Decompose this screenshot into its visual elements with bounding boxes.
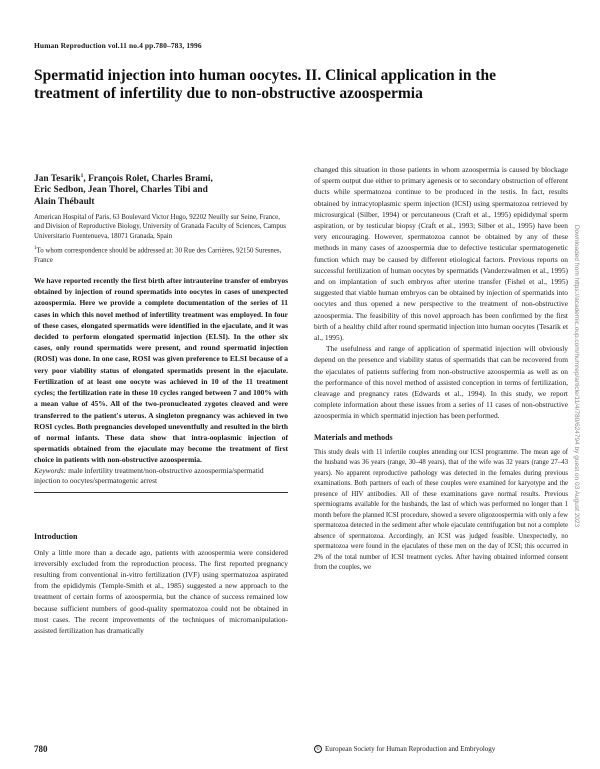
running-head: Human Reproduction vol.11 no.4 pp.780–783, 1996 (34, 41, 202, 50)
copyright-line (314, 745, 495, 753)
introduction-text: Only a little more than a decade ago, patients with azoospermia were considered irreversibly excluded from the reproduction process. The first reported pregnancy resulting from conventional in-vitro fertilization (IVF) using spermatozoa aspirated from the epididymis (Temple-Smith et al., 1985) suggested a new approach to the treatment of certain forms of azoospermia, but the chance of success remained low because sufficient numbers of good-quality spermatozoa could not be obtained in most cases. The recent improvements of the techniques of micromanipulation-assisted fertilization has dramatically (34, 547, 288, 635)
materials-methods-text: This study deals with 11 infertile couples attending our ICSI programme. The mean age of the husband was 36 years (range, 30–48 years), that of the wife was 32 years (range 27–43 years). No apparent reproductive pathology was detected in the females during previous examinations. Both partners of each of these couples were examined for karyotype and the presence of HIV antibodies. All of these examinations gave normal results. Previous spermiograms available for the husbands, the last of which was performed no longer than 1 month before the planned ICSI procedure, showed a severe oligozoospermia with only a few spermatozoa detected in the sediment after whole ejaculate centrifugation but not a complete absence of spermatozoa. Accordingly, an ICSI was judged feasible. Unexpectedly, no spermatozoa were found in the ejaculates of these men on the day of ICSI; this occurred in 2% of the total number of ICSI treatment cycles. After having obtained informed consent from the couples, we (314, 448, 568, 572)
correspondence-note (34, 244, 288, 265)
article-title: Spermatid injection into human oocytes. II. Clinical application in the treatment of infertility due to non-obstructive azoospermia (34, 67, 497, 102)
introduction-heading: Introduction (34, 531, 78, 541)
affiliation: American Hospital of Paris, 63 Boulevard Victor Hugo, 92202 Neuilly sur Seine, France, and Division of Reproductive Biology, University of Granada Faculty of Sciences, Campus Universitario Fuentenueva, 18071 Granada, Spain (34, 213, 286, 240)
author-first: Jan Tesarik (34, 174, 81, 185)
author-line-2: Eric Sedbon, Jean Thorel, Charles Tibi and (34, 185, 208, 196)
abstract-divider (34, 492, 288, 493)
copyright-icon: © (315, 746, 321, 753)
abstract: We have reported recently the first birth after intrauterine transfer of embryos obtained by injection of round spermatids into oocytes in cases of unexpected azoospermia. Here we provide a complete documentation of the series of 11 cases in which this novel method of infertility treatment was employed. In four of these cases, elongated spermatids were identified in the ejaculate, and it was decided to perform elongated spermatid injection (ELSI). In the other six cases, only round spermatids were present, and round spermatid injection (ROSI) was done. In one case, ROSI was given preference to ELSI because of a very poor viability status of elongated spermatids present in the ejaculate. Fertilization of at least one oocyte was achieved in 10 of the 11 treatment cycles; the fertilization rate in these 10 cycles ranged between 7 and 100% with a mean value of 45%. All of the two-pronucleated zygotes cleaved and were transferred to the patient's uterus. A singleton pregnancy was achieved in two ROSI cycles. Both pregnancies developed uneventfully and resulted in the birth of normal infants. These data show that intra-ooplasmic injection of spermatids obtained from the ejaculate may become the treatment of first choice in patients with non-obstructive azoospermia. (34, 276, 288, 465)
keywords-text: male infertility treatment/non-obstructive azoospermia/spermatid injection to oocytes/spermatogenic arrest (34, 465, 264, 485)
author-rest: , François Rolet, Charles Brami, (83, 174, 213, 185)
author-footnote-mark: 1 (80, 173, 84, 179)
right-paragraph-1: changed this situation in those patients in whom azoospermia is caused by blockage of sperm output due either to primary agenesis or to secondary obstruction of efferent ducts while spermatozoa continue to be produced in the testis. In fact, results obtained by intracytoplasmic sperm injection (ICSI) using spermatozoa retrieved by microsurgical (Silber, 1994) or percutaneous (Craft et al., 1995) epididymal sperm aspiration, or by testicular biopsy (Craft et al., 1993; Silber et al., 1995) have been very encouraging. However, spermatozoa cannot be obtained by any of these methods in many cases of azoospermia due to defective testicular spermatogenetic function which may be caused by different etiological factors. Previous reports on successful fertilization of human oocytes by spermatids (Vanderzwalmen et al., 1995) and on implantation of such embryos after uterine transfer (Fishel et al., 1995) suggested that viable human embryos can be obtained by injection of spermatids into oocytes and thus opened a new perspective to the treatment of non-obstructive azoospermia. The feasibility of this novel approach has been confirmed by the first birth of a healthy child after round spermatid injection into human oocytes (Tesarik et al., 1995). (314, 165, 568, 343)
page-number: 780 (34, 744, 48, 754)
right-paragraph-2: The usefulness and range of application of spermatid injection will obviously depend on the presence and viability status of spermatids that can be recovered from the ejaculates of patients suffering from non-obstructive azoospermia as well as on the performance of this novel method of assisted conception in terms of fertilization, cleavage and pregnancy rates (Edwards et al., 1994). In this study, we report complete information about these issues from a series of 11 cases of non-obstructive azoospermia in which spermatid injection has been performed. (314, 344, 568, 421)
author-list (34, 171, 288, 208)
author-line-3: Alain Thébault (34, 196, 95, 207)
copyright-text: European Society for Human Reproduction and Embryology (325, 745, 496, 753)
left-column (34, 171, 288, 636)
right-column (314, 164, 568, 574)
materials-methods-heading: Materials and methods (314, 432, 393, 442)
keywords (34, 466, 288, 486)
correspondence-mark: 1 (34, 245, 37, 251)
download-watermark: Downloaded from https://academic.oup.com/humrep/article/11/4/780/624794 by guest on 03 August 2023 (573, 224, 580, 528)
correspondence-text: To whom correspondence should be addressed at: 30 Rue des Carrières, 92150 Suresnes, France (34, 247, 282, 264)
keywords-label: Keywords: (34, 465, 67, 475)
